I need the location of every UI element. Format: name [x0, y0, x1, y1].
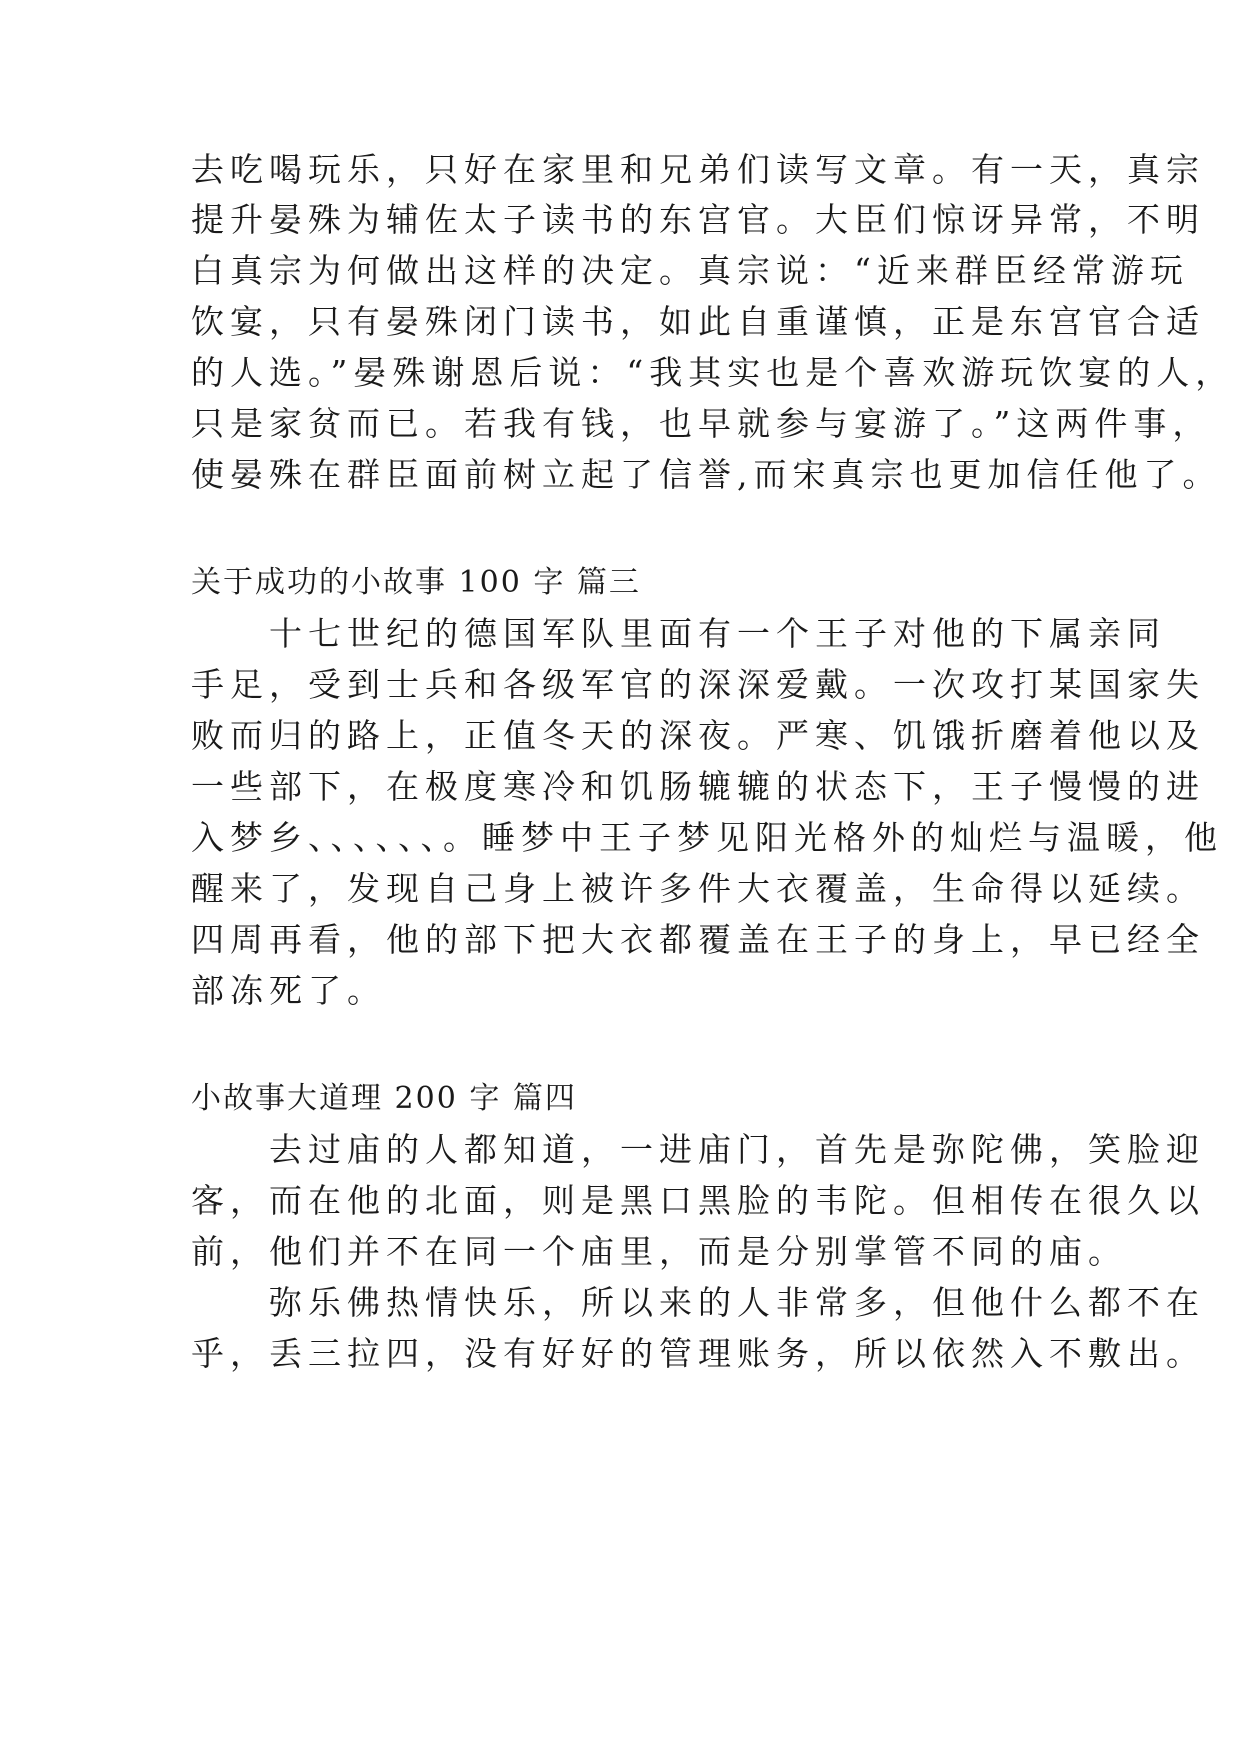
text-line: 醒来了，发现自己身上被许多件大衣覆盖，生命得以延续。 — [191, 869, 1205, 908]
text-line: 去过庙的人都知道，一进庙门，首先是弥陀佛，笑脸迎 — [191, 1130, 1205, 1169]
text-line: 提升晏殊为辅佐太子读书的东宫官。大臣们惊讶异常，不明 — [191, 200, 1205, 239]
text-line: 一些部下，在极度寒冷和饥肠辘辘的状态下，王子慢慢的进 — [191, 767, 1205, 806]
section-heading: 关于成功的小故事 100 字 篇三 — [191, 565, 641, 600]
text-line: 十七世纪的德国军队里面有一个王子对他的下属亲同 — [191, 614, 1166, 653]
text-line: 白真宗为何做出这样的决定。真宗说：“近来群臣经常游玩 — [191, 251, 1189, 290]
text-line: 入梦乡、、、、、、。睡梦中王子梦见阳光格外的灿烂与温暖，他 — [191, 818, 1223, 857]
text-line: 的人选。”晏殊谢恩后说：“我其实也是个喜欢游玩饮宴的人， — [191, 353, 1235, 392]
text-line: 乎，丢三拉四，没有好好的管理账务，所以依然入不敷出。 — [191, 1334, 1205, 1373]
section-heading: 小故事大道理 200 字 篇四 — [191, 1081, 577, 1116]
text-line: 只是家贫而已。若我有钱，也早就参与宴游了。”这两件事， — [191, 404, 1212, 443]
text-line: 客，而在他的北面，则是黑口黑脸的韦陀。但相传在很久以 — [191, 1181, 1205, 1220]
text-line: 饮宴，只有晏殊闭门读书，如此自重谨慎，正是东宫官合适 — [191, 302, 1205, 341]
text-line: 败而归的路上，正值冬天的深夜。严寒、饥饿折磨着他以及 — [191, 716, 1205, 755]
text-line: 前，他们并不在同一个庙里，而是分别掌管不同的庙。 — [191, 1232, 1127, 1271]
text-line: 去吃喝玩乐，只好在家里和兄弟们读写文章。有一天，真宗 — [191, 150, 1205, 189]
text-line: 使晏殊在群臣面前树立起了信誉,而宋真宗也更加信任他了。 — [191, 455, 1222, 494]
text-line: 弥乐佛热情快乐，所以来的人非常多，但他什么都不在 — [191, 1283, 1205, 1322]
text-line: 手足，受到士兵和各级军官的深深爱戴。一次攻打某国家失 — [191, 665, 1205, 704]
text-line: 四周再看，他的部下把大衣都覆盖在王子的身上，早已经全 — [191, 920, 1205, 959]
text-line: 部冻死了。 — [191, 971, 386, 1010]
